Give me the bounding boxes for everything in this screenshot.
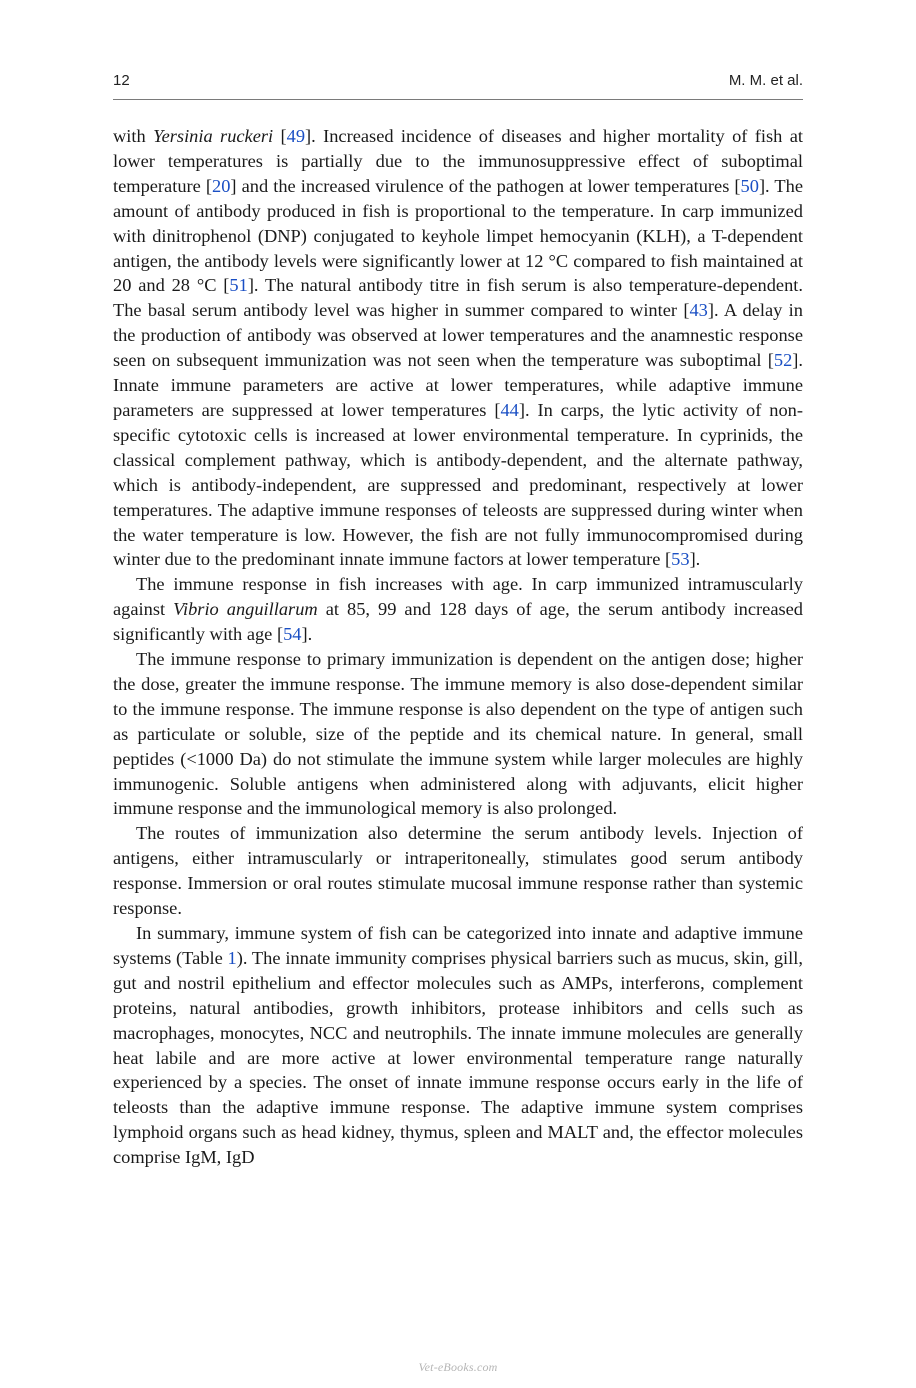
text-run: ] and the increased virulence of the pathogen at lower temperatures [ xyxy=(230,175,741,196)
paragraph xyxy=(113,647,803,821)
running-head xyxy=(113,72,803,96)
text-run: ]. A delay in the production of antibody was observed at lower temperatures and the anamnestic response seen on subsequent immunization was not seen when the temperature was suboptimal [ xyxy=(113,300,803,371)
text-run: at 85, 99 and 128 days of age, the serum antibody increased significantly with age [ xyxy=(113,599,803,645)
text-run: ]. Increased incidence of diseases and higher mortality of fish at lower temperatures is partially due to the immunosuppressive effect of suboptimal temperature [ xyxy=(113,126,803,196)
text-run: ]. In carps, the lytic activity of non-specific cytotoxic cells is increased at lower environmental temperature. In cyprinids, the classical complement pathway, which is antibody-dependent, and the alternate pathway, which is antibody-independent, are suppressed and predominant, respectively at lower temperatures. The adaptive immune responses of teleosts are suppressed during winter when the water temperature is low. However, the fish are not fully immunocompromised during winter due to the predominant innate immune factors at lower temperature [ xyxy=(113,399,803,570)
text-run: ). The innate immunity comprises physical barriers such as mucus, skin, gill, gut and nostril epithelium and effector molecules such as AMPs, interferons, complement proteins, natural antibodies, growth inhibitors, protease inhibitors and cells such as macrophages, monocytes, NCC and neutrophils. The innate immune molecules are generally heat labile and are more active at lower environmental temperature range naturally experienced by a species. The onset of innate immune response occurs early in the life of teleosts than the adaptive immune response. The adaptive immune system comprises lymphoid organs such as head kidney, thymus, spleen and MALT and, the effector molecules comprise IgM, IgD xyxy=(113,947,803,1168)
paragraph xyxy=(113,921,803,1170)
watermark-logo: Vet-eBooks.com xyxy=(418,1360,498,1374)
text-run: ]. The amount of antibody produced in fish is proportional to the temperature. In carp immunized with dinitrophenol (DNP) conjugated to keyhole limpet hemocyanin (KLH), a T-dependent antigen, the antibody levels were significantly lower at 12 °C compared to fish maintained at 20 and 28 °C [ xyxy=(113,175,803,296)
text-run: In summary, immune system of fish can be categorized into innate and adaptive immune systems (Table xyxy=(113,923,803,968)
italic-term: Vibrio anguillarum xyxy=(173,599,318,620)
text-run: The routes of immunization also determine the serum antibody levels. Injection of antigens, either intramuscularly or intraperitoneally, stimulates good serum antibody response. Immersion or oral routes stimulate mucosal immune response rather than systemic response. xyxy=(113,823,803,919)
text-run: [ xyxy=(273,126,287,146)
paragraph xyxy=(113,124,803,572)
paragraph xyxy=(113,572,803,647)
citation-link[interactable]: 20 xyxy=(212,175,231,196)
citation-link[interactable]: 49 xyxy=(286,126,306,146)
page-number: 12 xyxy=(113,72,130,89)
citation-link[interactable]: 52 xyxy=(773,350,793,371)
text-run: ]. xyxy=(301,624,313,645)
italic-term: Yersinia ruckeri xyxy=(153,126,274,146)
citation-link[interactable]: 43 xyxy=(689,300,708,321)
citation-link[interactable]: 51 xyxy=(229,275,248,296)
header-rule xyxy=(113,99,803,100)
citation-link[interactable]: 44 xyxy=(500,399,519,420)
body-text xyxy=(113,124,803,1170)
text-run: The immune response to primary immunization is dependent on the antigen dose; higher the dose, greater the immune response. The immune memory is also dose-dependent similar to the immune response. The immune response is also dependent on the type of antigen such as particulate or soluble, size of the peptide and its chemical nature. In general, small peptides (<1000 Da) do not stimulate the immune system while larger molecules are highly immunogenic. Soluble antigens when administered along with adjuvants, elicit higher immune response and the immunological memory is also prolonged. xyxy=(113,649,803,819)
running-head-authors: M. M. et al. xyxy=(728,72,803,89)
text-run: with xyxy=(113,126,154,146)
text-run: ]. Innate immune parameters are active at lower temperatures, while adaptive immune parameters are suppressed at lower temperatures [ xyxy=(113,350,803,420)
text-run: ]. xyxy=(689,549,701,570)
text-run: The immune response in fish increases with age. In carp immunized intramuscularly against xyxy=(113,574,803,620)
citation-link[interactable]: 1 xyxy=(227,947,237,968)
citation-link[interactable]: 53 xyxy=(671,549,690,570)
text-run: ]. The natural antibody titre in fish serum is also temperature-dependent. The basal serum antibody level was higher in summer compared to winter [ xyxy=(113,275,803,321)
citation-link[interactable]: 50 xyxy=(740,175,759,196)
citation-link[interactable]: 54 xyxy=(283,624,302,645)
paragraph xyxy=(113,821,803,921)
